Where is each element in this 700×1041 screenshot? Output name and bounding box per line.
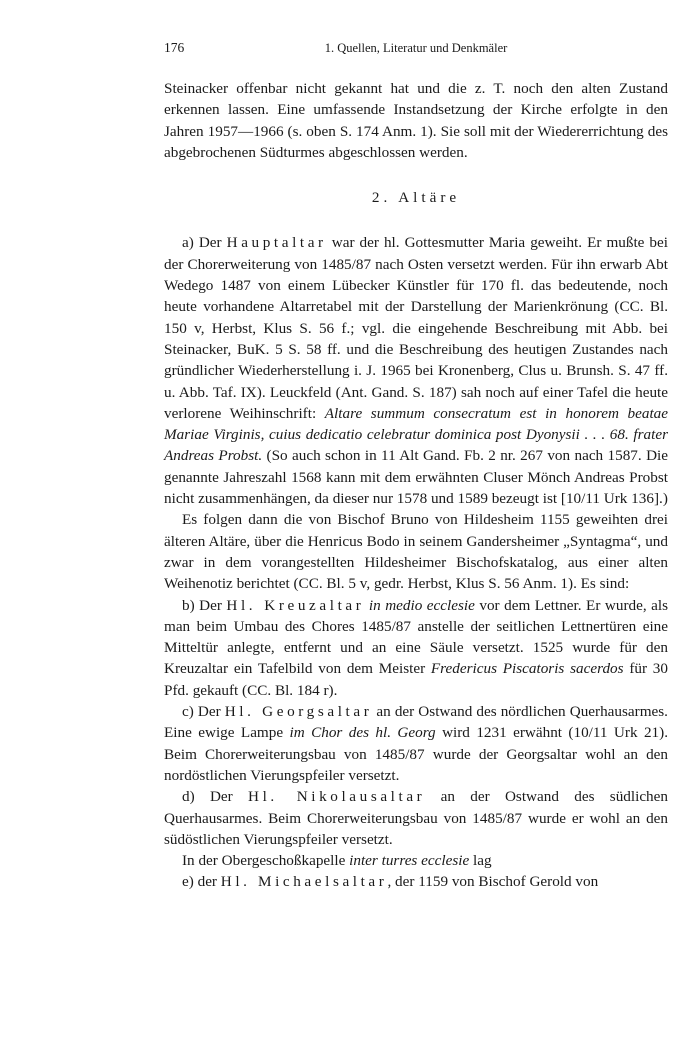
paragraph-b-latin-2: Fredericus Piscatoris sacerdos bbox=[430, 660, 624, 678]
page-number: 176 bbox=[164, 40, 185, 55]
book-page bbox=[164, 40, 668, 893]
running-title: 1. Quellen, Literatur und Denkmäler bbox=[324, 41, 508, 55]
paragraph-b-latin: in medio ecclesie bbox=[368, 596, 475, 614]
paragraph-e-keyword: Hl. Michaelsaltar bbox=[220, 873, 388, 891]
paragraph-b-prefix: b) Der bbox=[182, 596, 227, 614]
paragraph-c-italic: im Chor des hl. Georg bbox=[289, 724, 436, 742]
paragraph-a-keyword: Hauptaltar bbox=[226, 234, 327, 252]
paragraph-upper-text-2: lag bbox=[469, 852, 492, 870]
paragraph-c-text-2: wird 1231 erwähnt (10/11 Urk 21). Beim Chorerweiterungsbau von 1485/87 wurde der Georgsaltar wohl an den nordöstlichen Vierungspfeiler versetzt. bbox=[164, 724, 668, 784]
paragraph-a-text-2: (So auch schon in 11 Alt Gand. Fb. 2 nr. 267 von nach 1587. Die genannte Jahreszahl 1568 kann mit dem erwähnten Cluser Mönch Andreas Probst nicht zusammenhängen, da dieser nur 1578 und 1589 bezeugt ist [10/11 Urk 136].) bbox=[164, 447, 668, 508]
page-header bbox=[164, 40, 668, 64]
paragraph-bruno: Es folgen dann die von Bischof Bruno von Hildesheim 1155 geweihten drei älteren Altäre, über die Henricus Bodo in seinem Gandersheimer „Syntagma“, und zwar in dem vorangestellten Hildesheimer Bischofskatalog, aus einer alten Weihenotiz berichtet (CC. Bl. 5 v, gedr. Herbst, Klus S. 56 Anm. 1). Es sind: bbox=[164, 511, 668, 593]
section-heading: 2. Altäre bbox=[371, 189, 461, 207]
paragraph-upper-chapel bbox=[164, 850, 668, 871]
paragraph-a-text: war der hl. Gottesmutter Maria geweiht. Er mußte bei der Chorerweiterung von 1485/87 nach Osten versetzt werden. Für ihn erwarb Abt Wedego 1487 von einem Lübecker Künstler für 170 fl. das bedeutende, noch heute vorhandene Altarretabel mit der Darstellung der Marienkrönung (CC. Bl. 150 v, Herbst, Klus S. 56 f.; vgl. die eingehende Beschreibung mit Abb. bei Steinacker, BuK. 5 S. 58 ff. und die Beschreibung des heutigen Zustandes nach gründlicher Wiederherstellung i. J. 1965 bei Kronenberg, Clus u. Brunsh. S. 47 ff. u. Abb. Taf. IX). Leuckfeld (Ant. Gand. S. 187) sah noch auf einer Tafel die heute verlorene Weihinschrift: bbox=[164, 234, 668, 422]
paragraph-upper-text: In der Obergeschoßkapelle bbox=[182, 852, 350, 870]
paragraph-c-text: an der Ostwand des nördlichen Querhausarmes. Eine ewige Lampe bbox=[164, 703, 668, 742]
paragraph-c-prefix: c) Der bbox=[182, 703, 225, 721]
paragraph-d-keyword: Hl. Nikolausaltar bbox=[248, 788, 426, 806]
paragraph-d-text: an der Ostwand des südlichen Querhausarmes. Beim Chorerweiterungsbau von 1485/87 wurde er wohl an den südöstlichen Vierungspfeiler versetzt. bbox=[164, 788, 668, 848]
page-body bbox=[164, 78, 668, 893]
paragraph-c bbox=[164, 701, 668, 786]
paragraph-a-inscription: Altare summum consecratum est in honorem beatae Mariae Virginis, cuius dedicatio celebratur dominica post Dyonysii . . . 68. frater Andreas Probst. bbox=[164, 404, 668, 465]
paragraph-c-keyword: Hl. Georgsaltar bbox=[224, 703, 373, 721]
paragraph-e-text: , der 1159 von Bischof Gerold von bbox=[387, 873, 599, 891]
paragraph-a bbox=[164, 232, 668, 509]
intro-paragraph: Steinacker offenbar nicht gekannt hat und die z. T. noch den alten Zustand erkennen lassen. Eine umfassende Instandsetzung der Kirche erfolgte in den Jahren 1957—1966 (s. oben S. 174 Anm. 1). Sie soll mit der Wiedererrichtung des abgebrochenen Südturmes abgeschlossen werden. bbox=[164, 80, 668, 161]
paragraph-b-keyword: Hl. Kreuzaltar bbox=[226, 596, 365, 614]
paragraph-upper-latin: inter turres ecclesie bbox=[349, 852, 470, 870]
paragraph-b-text-2: für 30 Pfd. gekauft (CC. Bl. 184 r). bbox=[164, 660, 668, 699]
paragraph-d bbox=[164, 786, 668, 850]
paragraph-e-prefix: e) der bbox=[182, 873, 221, 891]
paragraph-e bbox=[164, 871, 668, 892]
paragraph-a-prefix: a) Der bbox=[182, 234, 227, 252]
paragraph-b-text: vor dem Lettner. Er wurde, als man beim Umbau des Chores 1485/87 anstelle der seitlichen Lettnertüren eine Mitteltür anlegte, entfernt und an eine Säule versetzt. 1525 wurde für den Kreuzaltar ein Tafelbild von dem Meister bbox=[164, 596, 669, 678]
paragraph-b bbox=[164, 595, 668, 701]
paragraph-d-prefix: d) Der bbox=[182, 788, 249, 806]
